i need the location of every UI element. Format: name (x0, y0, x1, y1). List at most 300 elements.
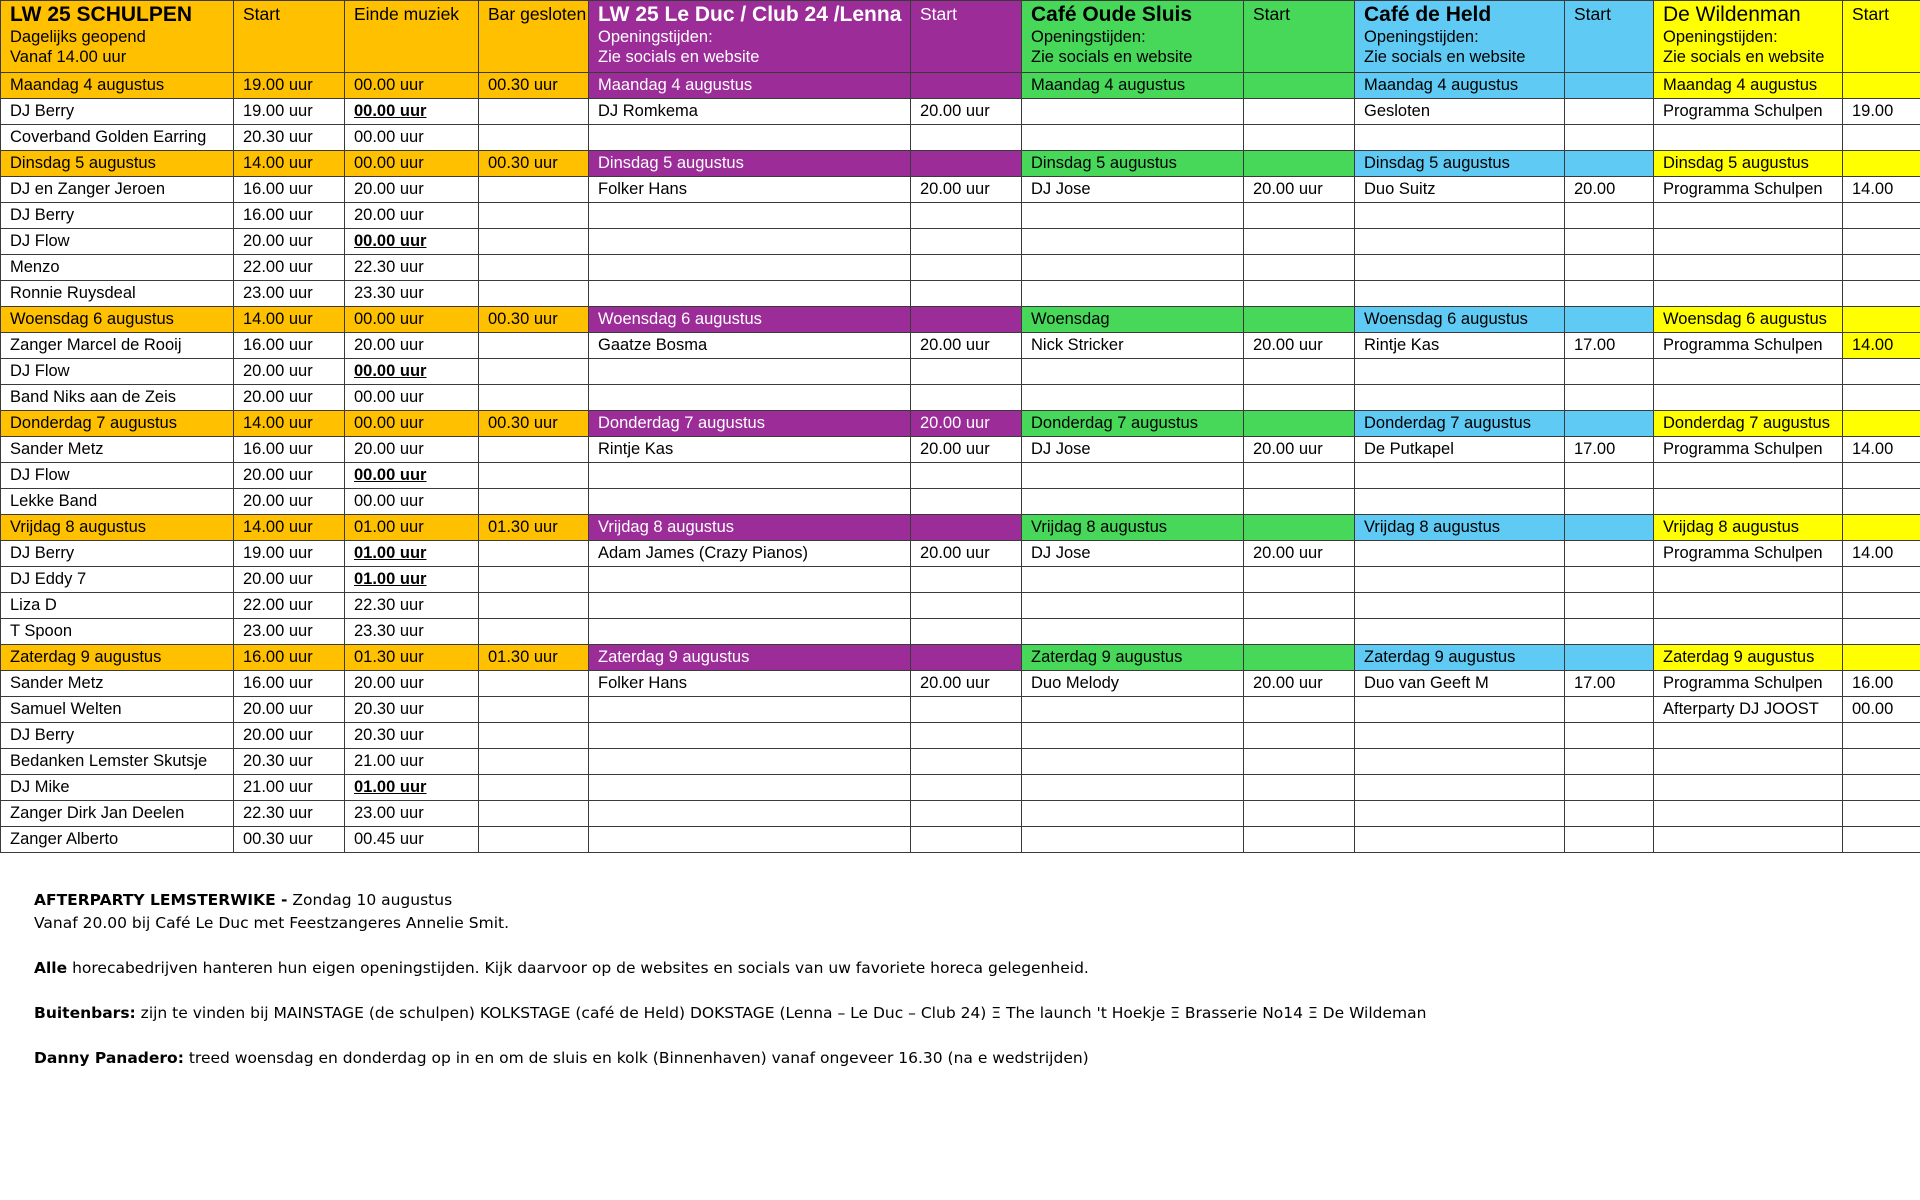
oudesluis-act-cell[interactable] (1022, 801, 1244, 827)
schulpen-end-music-cell[interactable]: 00.00 uur (345, 359, 479, 385)
held-start-cell[interactable] (1565, 255, 1654, 281)
held-act-cell[interactable]: Duo Suitz (1355, 177, 1565, 203)
leduc-start-cell[interactable] (911, 255, 1022, 281)
held-start-cell[interactable] (1565, 359, 1654, 385)
schulpen-bar-closed-cell[interactable] (479, 489, 589, 515)
schulpen-act-cell[interactable]: DJ Flow (1, 229, 234, 255)
leduc-start-cell[interactable] (911, 463, 1022, 489)
oudesluis-start-cell[interactable] (1244, 489, 1355, 515)
oudesluis-act-cell[interactable] (1022, 567, 1244, 593)
leduc-start-cell[interactable] (911, 619, 1022, 645)
wildenman-start-cell[interactable]: 14.00 (1843, 333, 1920, 359)
held-start-cell[interactable] (1565, 749, 1654, 775)
schulpen-bar-closed-cell[interactable] (479, 463, 589, 489)
schulpen-act-cell[interactable]: DJ Berry (1, 723, 234, 749)
schulpen-bar-closed-header[interactable]: Bar gesloten (479, 1, 589, 73)
schulpen-end-music-cell[interactable]: 20.00 uur (345, 671, 479, 697)
schulpen-end-music-cell[interactable]: 20.30 uur (345, 723, 479, 749)
leduc-act-cell[interactable]: Maandag 4 augustus (589, 73, 911, 99)
schulpen-bar-closed-cell[interactable] (479, 281, 589, 307)
held-start-cell[interactable] (1565, 151, 1654, 177)
leduc-act-cell[interactable]: Rintje Kas (589, 437, 911, 463)
schulpen-end-music-cell[interactable]: 00.00 uur (345, 125, 479, 151)
held-act-cell[interactable] (1355, 385, 1565, 411)
wildenman-start-cell[interactable] (1843, 125, 1920, 151)
leduc-act-cell[interactable] (589, 203, 911, 229)
oudesluis-act-cell[interactable]: DJ Jose (1022, 541, 1244, 567)
wildenman-start-cell[interactable] (1843, 281, 1920, 307)
schulpen-end-music-cell[interactable]: 00.00 uur (345, 73, 479, 99)
wildenman-start-cell[interactable] (1843, 411, 1920, 437)
oudesluis-act-cell[interactable] (1022, 203, 1244, 229)
oudesluis-start-cell[interactable] (1244, 723, 1355, 749)
oudesluis-start-cell[interactable] (1244, 151, 1355, 177)
schulpen-act-cell[interactable]: T Spoon (1, 619, 234, 645)
schulpen-bar-closed-cell[interactable] (479, 801, 589, 827)
leduc-act-cell[interactable] (589, 619, 911, 645)
held-start-cell[interactable] (1565, 723, 1654, 749)
schulpen-end-music-cell[interactable]: 22.30 uur (345, 593, 479, 619)
oudesluis-start-cell[interactable] (1244, 463, 1355, 489)
schulpen-act-cell[interactable]: Sander Metz (1, 437, 234, 463)
schulpen-start-cell[interactable]: 23.00 uur (234, 281, 345, 307)
oudesluis-start-cell[interactable] (1244, 515, 1355, 541)
schulpen-start-cell[interactable]: 16.00 uur (234, 645, 345, 671)
wildenman-start-cell[interactable] (1843, 385, 1920, 411)
wildenman-start-cell[interactable]: 14.00 (1843, 177, 1920, 203)
oudesluis-act-cell[interactable] (1022, 489, 1244, 515)
oudesluis-act-cell[interactable] (1022, 619, 1244, 645)
wildenman-act-cell[interactable]: Programma Schulpen (1654, 99, 1843, 125)
held-start-cell[interactable] (1565, 515, 1654, 541)
wildenman-act-cell[interactable] (1654, 593, 1843, 619)
held-act-cell[interactable] (1355, 801, 1565, 827)
wildenman-act-cell[interactable]: Programma Schulpen (1654, 671, 1843, 697)
schulpen-start-cell[interactable]: 20.00 uur (234, 229, 345, 255)
schulpen-act-cell[interactable]: Ronnie Ruysdeal (1, 281, 234, 307)
oudesluis-act-cell[interactable] (1022, 255, 1244, 281)
schulpen-bar-closed-cell[interactable] (479, 593, 589, 619)
schulpen-start-cell[interactable]: 20.30 uur (234, 749, 345, 775)
held-act-cell[interactable] (1355, 697, 1565, 723)
oudesluis-start-cell[interactable] (1244, 645, 1355, 671)
held-act-cell[interactable] (1355, 281, 1565, 307)
wildenman-act-cell[interactable] (1654, 125, 1843, 151)
schulpen-bar-closed-cell[interactable]: 00.30 uur (479, 151, 589, 177)
wildenman-act-cell[interactable]: Maandag 4 augustus (1654, 73, 1843, 99)
schulpen-act-cell[interactable]: Lekke Band (1, 489, 234, 515)
held-act-cell[interactable]: Dinsdag 5 augustus (1355, 151, 1565, 177)
oudesluis-start-cell[interactable] (1244, 281, 1355, 307)
schulpen-end-music-cell[interactable]: 00.00 uur (345, 99, 479, 125)
leduc-act-cell[interactable] (589, 125, 911, 151)
leduc-act-cell[interactable] (589, 255, 911, 281)
wildenman-act-cell[interactable] (1654, 255, 1843, 281)
schulpen-bar-closed-cell[interactable]: 01.30 uur (479, 645, 589, 671)
wildenman-act-cell[interactable] (1654, 801, 1843, 827)
held-act-cell[interactable] (1355, 567, 1565, 593)
schulpen-bar-closed-cell[interactable] (479, 723, 589, 749)
schulpen-bar-closed-cell[interactable] (479, 203, 589, 229)
schulpen-start-header[interactable]: Start (234, 1, 345, 73)
schulpen-act-cell[interactable]: Vrijdag 8 augustus (1, 515, 234, 541)
oudesluis-start-cell[interactable] (1244, 775, 1355, 801)
schulpen-bar-closed-cell[interactable] (479, 125, 589, 151)
leduc-act-cell[interactable] (589, 385, 911, 411)
wildenman-act-cell[interactable] (1654, 229, 1843, 255)
schulpen-end-music-cell[interactable]: 01.00 uur (345, 567, 479, 593)
oudesluis-start-cell[interactable] (1244, 827, 1355, 853)
held-start-cell[interactable] (1565, 125, 1654, 151)
oudesluis-act-cell[interactable] (1022, 385, 1244, 411)
oudesluis-start-cell[interactable] (1244, 73, 1355, 99)
wildenman-act-cell[interactable] (1654, 775, 1843, 801)
oudesluis-start-cell[interactable] (1244, 385, 1355, 411)
leduc-act-cell[interactable] (589, 827, 911, 853)
leduc-start-cell[interactable]: 20.00 uur (911, 411, 1022, 437)
wildenman-act-cell[interactable] (1654, 203, 1843, 229)
wildenman-act-cell[interactable] (1654, 489, 1843, 515)
oudesluis-act-cell[interactable] (1022, 775, 1244, 801)
wildenman-act-cell[interactable]: Programma Schulpen (1654, 437, 1843, 463)
leduc-header-cell[interactable]: LW 25 Le Duc / Club 24 /Lenna Openingstijden: Zie socials en website (589, 1, 911, 73)
held-header-cell[interactable]: Café de Held Openingstijden: Zie socials en website (1355, 1, 1565, 73)
leduc-act-cell[interactable] (589, 723, 911, 749)
leduc-act-cell[interactable]: Dinsdag 5 augustus (589, 151, 911, 177)
schulpen-start-cell[interactable]: 16.00 uur (234, 177, 345, 203)
leduc-start-header[interactable]: Start (911, 1, 1022, 73)
wildenman-act-cell[interactable] (1654, 567, 1843, 593)
leduc-act-cell[interactable]: Gaatze Bosma (589, 333, 911, 359)
held-act-cell[interactable] (1355, 827, 1565, 853)
schulpen-start-cell[interactable]: 16.00 uur (234, 203, 345, 229)
schulpen-end-music-cell[interactable]: 23.30 uur (345, 619, 479, 645)
wildenman-header-cell[interactable]: De Wildenman Openingstijden: Zie socials en website (1654, 1, 1843, 73)
schulpen-end-music-cell[interactable]: 20.00 uur (345, 437, 479, 463)
held-start-cell[interactable] (1565, 645, 1654, 671)
oudesluis-act-cell[interactable] (1022, 281, 1244, 307)
held-act-cell[interactable]: Zaterdag 9 augustus (1355, 645, 1565, 671)
schulpen-start-cell[interactable]: 19.00 uur (234, 99, 345, 125)
leduc-start-cell[interactable] (911, 567, 1022, 593)
schulpen-act-cell[interactable]: Bedanken Lemster Skutsje (1, 749, 234, 775)
leduc-start-cell[interactable]: 20.00 uur (911, 671, 1022, 697)
wildenman-start-cell[interactable]: 16.00 (1843, 671, 1920, 697)
schulpen-act-cell[interactable]: Zaterdag 9 augustus (1, 645, 234, 671)
leduc-start-cell[interactable] (911, 203, 1022, 229)
held-start-cell[interactable] (1565, 385, 1654, 411)
leduc-start-cell[interactable] (911, 281, 1022, 307)
schulpen-act-cell[interactable]: DJ Eddy 7 (1, 567, 234, 593)
held-act-cell[interactable] (1355, 229, 1565, 255)
schulpen-start-cell[interactable]: 00.30 uur (234, 827, 345, 853)
schulpen-act-cell[interactable]: Sander Metz (1, 671, 234, 697)
oudesluis-start-cell[interactable] (1244, 359, 1355, 385)
schulpen-end-music-cell[interactable]: 01.00 uur (345, 515, 479, 541)
held-act-cell[interactable] (1355, 619, 1565, 645)
schulpen-bar-closed-cell[interactable]: 00.30 uur (479, 307, 589, 333)
schulpen-act-cell[interactable]: Zanger Dirk Jan Deelen (1, 801, 234, 827)
wildenman-start-cell[interactable] (1843, 203, 1920, 229)
held-start-cell[interactable] (1565, 593, 1654, 619)
wildenman-start-cell[interactable] (1843, 229, 1920, 255)
held-start-cell[interactable] (1565, 229, 1654, 255)
held-act-cell[interactable] (1355, 203, 1565, 229)
schulpen-start-cell[interactable]: 21.00 uur (234, 775, 345, 801)
held-act-cell[interactable]: Vrijdag 8 augustus (1355, 515, 1565, 541)
schulpen-start-cell[interactable]: 20.30 uur (234, 125, 345, 151)
schulpen-bar-closed-cell[interactable] (479, 827, 589, 853)
wildenman-start-cell[interactable] (1843, 593, 1920, 619)
schulpen-act-cell[interactable]: DJ Berry (1, 203, 234, 229)
oudesluis-start-cell[interactable]: 20.00 uur (1244, 177, 1355, 203)
schulpen-start-cell[interactable]: 20.00 uur (234, 489, 345, 515)
wildenman-act-cell[interactable]: Dinsdag 5 augustus (1654, 151, 1843, 177)
leduc-start-cell[interactable] (911, 515, 1022, 541)
wildenman-act-cell[interactable] (1654, 827, 1843, 853)
schulpen-start-cell[interactable]: 20.00 uur (234, 723, 345, 749)
oudesluis-act-cell[interactable] (1022, 593, 1244, 619)
schulpen-act-cell[interactable]: Donderdag 7 augustus (1, 411, 234, 437)
oudesluis-act-cell[interactable]: Nick Stricker (1022, 333, 1244, 359)
schulpen-bar-closed-cell[interactable]: 00.30 uur (479, 73, 589, 99)
leduc-start-cell[interactable] (911, 73, 1022, 99)
schulpen-end-music-cell[interactable]: 22.30 uur (345, 255, 479, 281)
schulpen-end-music-cell[interactable]: 00.00 uur (345, 463, 479, 489)
oudesluis-start-cell[interactable]: 20.00 uur (1244, 671, 1355, 697)
held-act-cell[interactable] (1355, 463, 1565, 489)
wildenman-act-cell[interactable]: Programma Schulpen (1654, 177, 1843, 203)
wildenman-start-cell[interactable] (1843, 619, 1920, 645)
leduc-start-cell[interactable] (911, 749, 1022, 775)
oudesluis-start-cell[interactable]: 20.00 uur (1244, 333, 1355, 359)
schulpen-start-cell[interactable]: 22.00 uur (234, 593, 345, 619)
held-start-cell[interactable] (1565, 203, 1654, 229)
oudesluis-act-cell[interactable] (1022, 463, 1244, 489)
leduc-start-cell[interactable]: 20.00 uur (911, 177, 1022, 203)
schulpen-act-cell[interactable]: Zanger Marcel de Rooij (1, 333, 234, 359)
oudesluis-start-cell[interactable] (1244, 697, 1355, 723)
schulpen-bar-closed-cell[interactable]: 01.30 uur (479, 515, 589, 541)
oudesluis-start-cell[interactable] (1244, 203, 1355, 229)
schulpen-end-music-cell[interactable]: 23.00 uur (345, 801, 479, 827)
leduc-start-cell[interactable] (911, 645, 1022, 671)
held-start-cell[interactable] (1565, 281, 1654, 307)
leduc-start-cell[interactable] (911, 307, 1022, 333)
oudesluis-act-cell[interactable] (1022, 125, 1244, 151)
schulpen-act-cell[interactable]: Dinsdag 5 augustus (1, 151, 234, 177)
schulpen-act-cell[interactable]: DJ Berry (1, 541, 234, 567)
schulpen-end-music-cell[interactable]: 20.00 uur (345, 203, 479, 229)
schulpen-start-cell[interactable]: 23.00 uur (234, 619, 345, 645)
held-start-cell[interactable] (1565, 489, 1654, 515)
schulpen-end-music-cell[interactable]: 20.30 uur (345, 697, 479, 723)
wildenman-start-cell[interactable] (1843, 255, 1920, 281)
leduc-start-cell[interactable] (911, 229, 1022, 255)
leduc-start-cell[interactable]: 20.00 uur (911, 541, 1022, 567)
leduc-start-cell[interactable] (911, 151, 1022, 177)
held-act-cell[interactable]: De Putkapel (1355, 437, 1565, 463)
leduc-start-cell[interactable] (911, 593, 1022, 619)
wildenman-start-cell[interactable] (1843, 827, 1920, 853)
leduc-act-cell[interactable] (589, 359, 911, 385)
schulpen-act-cell[interactable]: Zanger Alberto (1, 827, 234, 853)
held-act-cell[interactable] (1355, 359, 1565, 385)
held-start-cell[interactable] (1565, 541, 1654, 567)
schulpen-start-cell[interactable]: 20.00 uur (234, 567, 345, 593)
held-act-cell[interactable]: Woensdag 6 augustus (1355, 307, 1565, 333)
schulpen-act-cell[interactable]: Samuel Welten (1, 697, 234, 723)
oudesluis-act-cell[interactable] (1022, 697, 1244, 723)
schulpen-start-cell[interactable]: 14.00 uur (234, 307, 345, 333)
schulpen-start-cell[interactable]: 22.00 uur (234, 255, 345, 281)
schulpen-end-music-cell[interactable]: 20.00 uur (345, 177, 479, 203)
wildenman-act-cell[interactable]: Programma Schulpen (1654, 333, 1843, 359)
oudesluis-act-cell[interactable]: Donderdag 7 augustus (1022, 411, 1244, 437)
oudesluis-act-cell[interactable]: Maandag 4 augustus (1022, 73, 1244, 99)
oudesluis-act-cell[interactable]: Dinsdag 5 augustus (1022, 151, 1244, 177)
schulpen-act-cell[interactable]: Band Niks aan de Zeis (1, 385, 234, 411)
held-start-cell[interactable] (1565, 411, 1654, 437)
wildenman-start-header[interactable]: Start (1843, 1, 1920, 73)
schulpen-bar-closed-cell[interactable] (479, 671, 589, 697)
oudesluis-start-cell[interactable] (1244, 801, 1355, 827)
wildenman-act-cell[interactable] (1654, 359, 1843, 385)
schulpen-act-cell[interactable]: Coverband Golden Earring (1, 125, 234, 151)
oudesluis-start-cell[interactable] (1244, 593, 1355, 619)
schulpen-bar-closed-cell[interactable] (479, 697, 589, 723)
leduc-act-cell[interactable] (589, 801, 911, 827)
leduc-start-cell[interactable] (911, 697, 1022, 723)
schulpen-end-music-cell[interactable]: 00.00 uur (345, 411, 479, 437)
oudesluis-act-cell[interactable]: DJ Jose (1022, 177, 1244, 203)
leduc-start-cell[interactable]: 20.00 uur (911, 333, 1022, 359)
held-start-cell[interactable] (1565, 827, 1654, 853)
schulpen-end-music-cell[interactable]: 20.00 uur (345, 333, 479, 359)
schulpen-start-cell[interactable]: 14.00 uur (234, 151, 345, 177)
leduc-act-cell[interactable]: DJ Romkema (589, 99, 911, 125)
wildenman-act-cell[interactable] (1654, 463, 1843, 489)
oudesluis-act-cell[interactable] (1022, 229, 1244, 255)
oudesluis-act-cell[interactable]: Duo Melody (1022, 671, 1244, 697)
schulpen-act-cell[interactable]: Menzo (1, 255, 234, 281)
oudesluis-start-cell[interactable] (1244, 255, 1355, 281)
oudesluis-act-cell[interactable]: Vrijdag 8 augustus (1022, 515, 1244, 541)
held-start-cell[interactable]: 17.00 (1565, 437, 1654, 463)
held-start-cell[interactable] (1565, 619, 1654, 645)
held-act-cell[interactable] (1355, 255, 1565, 281)
held-start-cell[interactable]: 17.00 (1565, 671, 1654, 697)
leduc-start-cell[interactable] (911, 827, 1022, 853)
oudesluis-act-cell[interactable] (1022, 359, 1244, 385)
leduc-act-cell[interactable]: Folker Hans (589, 177, 911, 203)
schulpen-end-music-cell[interactable]: 00.45 uur (345, 827, 479, 853)
wildenman-start-cell[interactable]: 00.00 (1843, 697, 1920, 723)
wildenman-act-cell[interactable]: Programma Schulpen (1654, 541, 1843, 567)
oudesluis-start-cell[interactable] (1244, 229, 1355, 255)
schulpen-act-cell[interactable]: Liza D (1, 593, 234, 619)
wildenman-start-cell[interactable] (1843, 645, 1920, 671)
schulpen-start-cell[interactable]: 14.00 uur (234, 411, 345, 437)
leduc-start-cell[interactable] (911, 359, 1022, 385)
wildenman-start-cell[interactable]: 14.00 (1843, 541, 1920, 567)
wildenman-start-cell[interactable] (1843, 489, 1920, 515)
schulpen-act-cell[interactable]: DJ Flow (1, 463, 234, 489)
schulpen-act-cell[interactable]: DJ Mike (1, 775, 234, 801)
wildenman-start-cell[interactable]: 14.00 (1843, 437, 1920, 463)
leduc-start-cell[interactable] (911, 125, 1022, 151)
held-act-cell[interactable] (1355, 775, 1565, 801)
held-act-cell[interactable]: Donderdag 7 augustus (1355, 411, 1565, 437)
schulpen-start-cell[interactable]: 19.00 uur (234, 541, 345, 567)
wildenman-start-cell[interactable] (1843, 723, 1920, 749)
wildenman-act-cell[interactable] (1654, 385, 1843, 411)
oudesluis-start-cell[interactable] (1244, 125, 1355, 151)
schulpen-start-cell[interactable]: 16.00 uur (234, 437, 345, 463)
wildenman-act-cell[interactable]: Woensdag 6 augustus (1654, 307, 1843, 333)
held-act-cell[interactable]: Gesloten (1355, 99, 1565, 125)
leduc-act-cell[interactable] (589, 749, 911, 775)
schulpen-act-cell[interactable]: Woensdag 6 augustus (1, 307, 234, 333)
schulpen-end-music-cell[interactable]: 00.00 uur (345, 151, 479, 177)
held-act-cell[interactable]: Duo van Geeft M (1355, 671, 1565, 697)
leduc-start-cell[interactable] (911, 775, 1022, 801)
leduc-act-cell[interactable] (589, 229, 911, 255)
schulpen-end-music-cell[interactable]: 00.00 uur (345, 489, 479, 515)
oudesluis-start-cell[interactable] (1244, 619, 1355, 645)
leduc-start-cell[interactable] (911, 385, 1022, 411)
oudesluis-act-cell[interactable] (1022, 99, 1244, 125)
schulpen-start-cell[interactable]: 16.00 uur (234, 333, 345, 359)
schulpen-start-cell[interactable]: 19.00 uur (234, 73, 345, 99)
wildenman-act-cell[interactable] (1654, 619, 1843, 645)
schulpen-bar-closed-cell[interactable] (479, 359, 589, 385)
oudesluis-act-cell[interactable] (1022, 749, 1244, 775)
schulpen-bar-closed-cell[interactable] (479, 567, 589, 593)
held-start-cell[interactable] (1565, 463, 1654, 489)
wildenman-start-cell[interactable] (1843, 567, 1920, 593)
wildenman-start-cell[interactable]: 19.00 (1843, 99, 1920, 125)
wildenman-act-cell[interactable]: Zaterdag 9 augustus (1654, 645, 1843, 671)
held-act-cell[interactable] (1355, 541, 1565, 567)
leduc-start-cell[interactable]: 20.00 uur (911, 437, 1022, 463)
wildenman-act-cell[interactable]: Donderdag 7 augustus (1654, 411, 1843, 437)
schulpen-bar-closed-cell[interactable] (479, 775, 589, 801)
schulpen-bar-closed-cell[interactable] (479, 437, 589, 463)
oudesluis-act-cell[interactable] (1022, 723, 1244, 749)
schulpen-start-cell[interactable]: 14.00 uur (234, 515, 345, 541)
held-start-cell[interactable]: 20.00 (1565, 177, 1654, 203)
held-act-cell[interactable] (1355, 489, 1565, 515)
oudesluis-act-cell[interactable]: Woensdag (1022, 307, 1244, 333)
wildenman-act-cell[interactable] (1654, 281, 1843, 307)
schulpen-bar-closed-cell[interactable] (479, 255, 589, 281)
schulpen-end-music-header[interactable]: Einde muziek (345, 1, 479, 73)
schulpen-end-music-cell[interactable]: 23.30 uur (345, 281, 479, 307)
oudesluis-start-cell[interactable] (1244, 411, 1355, 437)
schulpen-act-cell[interactable]: DJ Flow (1, 359, 234, 385)
wildenman-start-cell[interactable] (1843, 359, 1920, 385)
wildenman-act-cell[interactable] (1654, 723, 1843, 749)
wildenman-start-cell[interactable] (1843, 463, 1920, 489)
schulpen-act-cell[interactable]: Maandag 4 augustus (1, 73, 234, 99)
schulpen-end-music-cell[interactable]: 01.00 uur (345, 541, 479, 567)
schulpen-bar-closed-cell[interactable] (479, 177, 589, 203)
leduc-start-cell[interactable] (911, 801, 1022, 827)
held-start-cell[interactable] (1565, 801, 1654, 827)
schulpen-bar-closed-cell[interactable] (479, 229, 589, 255)
held-act-cell[interactable] (1355, 723, 1565, 749)
